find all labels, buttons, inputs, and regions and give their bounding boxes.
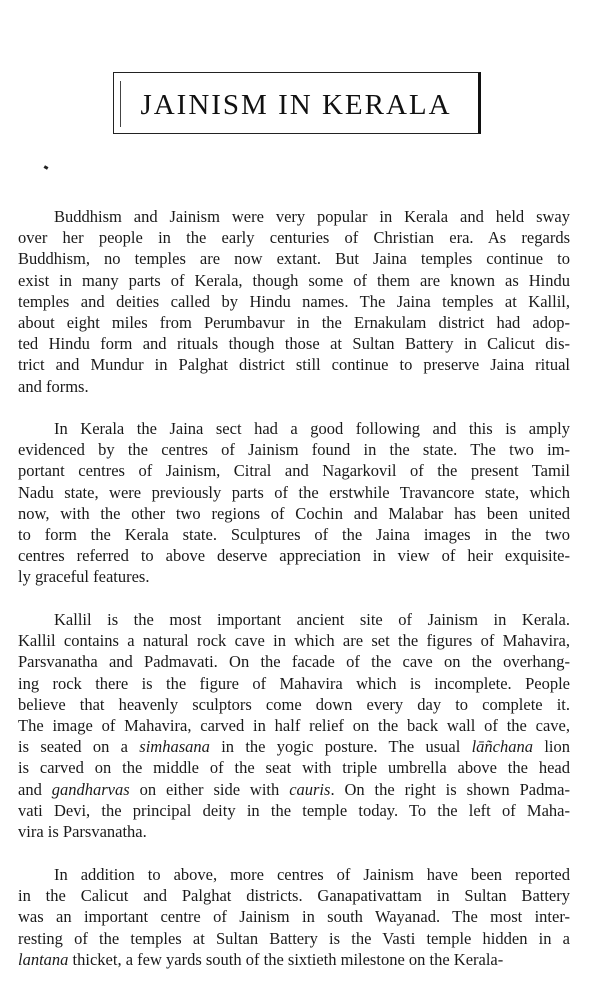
italic-term: simhasana (139, 737, 210, 757)
text-line: and forms. (18, 376, 89, 396)
text-line: over her people in the early centuries of Christian era. As regards (18, 228, 570, 248)
text-line: The image of Mahavira, carved in half relief on the back wall of the cave, (18, 716, 570, 736)
text-line: centres referred to above deserve appreciation in view of heir exquisite- (18, 546, 570, 566)
text-line: In addition to above, more centres of Jainism have been reported (54, 865, 570, 884)
paragraph-4 (18, 864, 570, 970)
italic-term: gandharvas (51, 779, 130, 799)
text-line: Kallil is the most important ancient site of Jainism in Kerala. (54, 610, 570, 629)
text-line: and gandharvas on either side with cauris. On the right is shown Padma- (18, 779, 570, 799)
paragraph-2 (18, 418, 570, 588)
italic-term: cauris (289, 779, 331, 799)
text-line: was an important centre of Jainism in south Wayanad. The most inter- (18, 907, 570, 927)
text-line: ted Hindu form and rituals though those at Sultan Battery in Calicut dis- (18, 334, 570, 354)
text-line: resting of the temples at Sultan Battery is the Vasti temple hidden in a (18, 928, 570, 948)
text-line: Buddhism and Jainism were very popular in Kerala and held sway (54, 207, 570, 226)
text-line: In Kerala the Jaina sect had a good following and this is amply (54, 419, 570, 438)
text-line: ing rock there is the figure of Mahavira which is incomplete. People (18, 673, 570, 693)
text-line: trict and Mundur in Palghat district still continue to preserve Jaina ritual (18, 355, 570, 375)
text-line: Kallil contains a natural rock cave in which are set the figures of Mahavira, (18, 631, 570, 651)
italic-term: lāñchana (471, 737, 534, 757)
text-line: ly graceful features. (18, 567, 150, 587)
text-line: temples and deities called by Hindu names. The Jaina temples at Kallil, (18, 291, 570, 311)
text-line: evidenced by the centres of Jainism found in the state. The two im- (18, 440, 570, 460)
paragraph-1 (18, 206, 570, 397)
text-line: exist in many parts of Kerala, though some of them are known as Hindu (18, 270, 570, 290)
print-speck (44, 165, 49, 170)
text-line: is seated on a simhasana in the yogic posture. The usual lāñchana lion (18, 737, 570, 757)
text-line: Parsvanatha and Padmavati. On the facade of the cave on the overhang- (18, 652, 570, 672)
text-line: believe that heavenly sculptors come down every day to complete it. (18, 694, 570, 714)
text-line: is carved on the middle of the seat with triple umbrella above the head (18, 758, 570, 778)
text-line: now, with the other two regions of Cochin and Malabar has been united (18, 503, 570, 523)
text-line: lantana thicket, a few yards south of the sixtieth milestone on the Kerala- (18, 949, 504, 969)
italic-term: lantana (18, 949, 69, 969)
text-line: vati Devi, the principal deity in the temple today. To the left of Maha- (18, 800, 570, 820)
paragraph-3 (18, 609, 570, 842)
text-line: in the Calicut and Palghat districts. Ganapativattam in Sultan Battery (18, 886, 570, 906)
page-title: JAINISM IN KERALA (140, 89, 452, 121)
text-line: about eight miles from Perumbavur in the Ernakulam district had adop- (18, 313, 570, 333)
text-line: Buddhism, no temples are now extant. But Jaina temples continue to (18, 249, 570, 269)
text-line: vira is Parsvanatha. (18, 822, 147, 842)
text-line: to form the Kerala state. Sculptures of the Jaina images in the two (18, 525, 570, 545)
title-frame (113, 72, 481, 134)
text-line: portant centres of Jainism, Citral and Nagarkovil of the present Tamil (18, 461, 570, 481)
text-line: Nadu state, were previously parts of the erstwhile Travancore state, which (18, 482, 570, 502)
